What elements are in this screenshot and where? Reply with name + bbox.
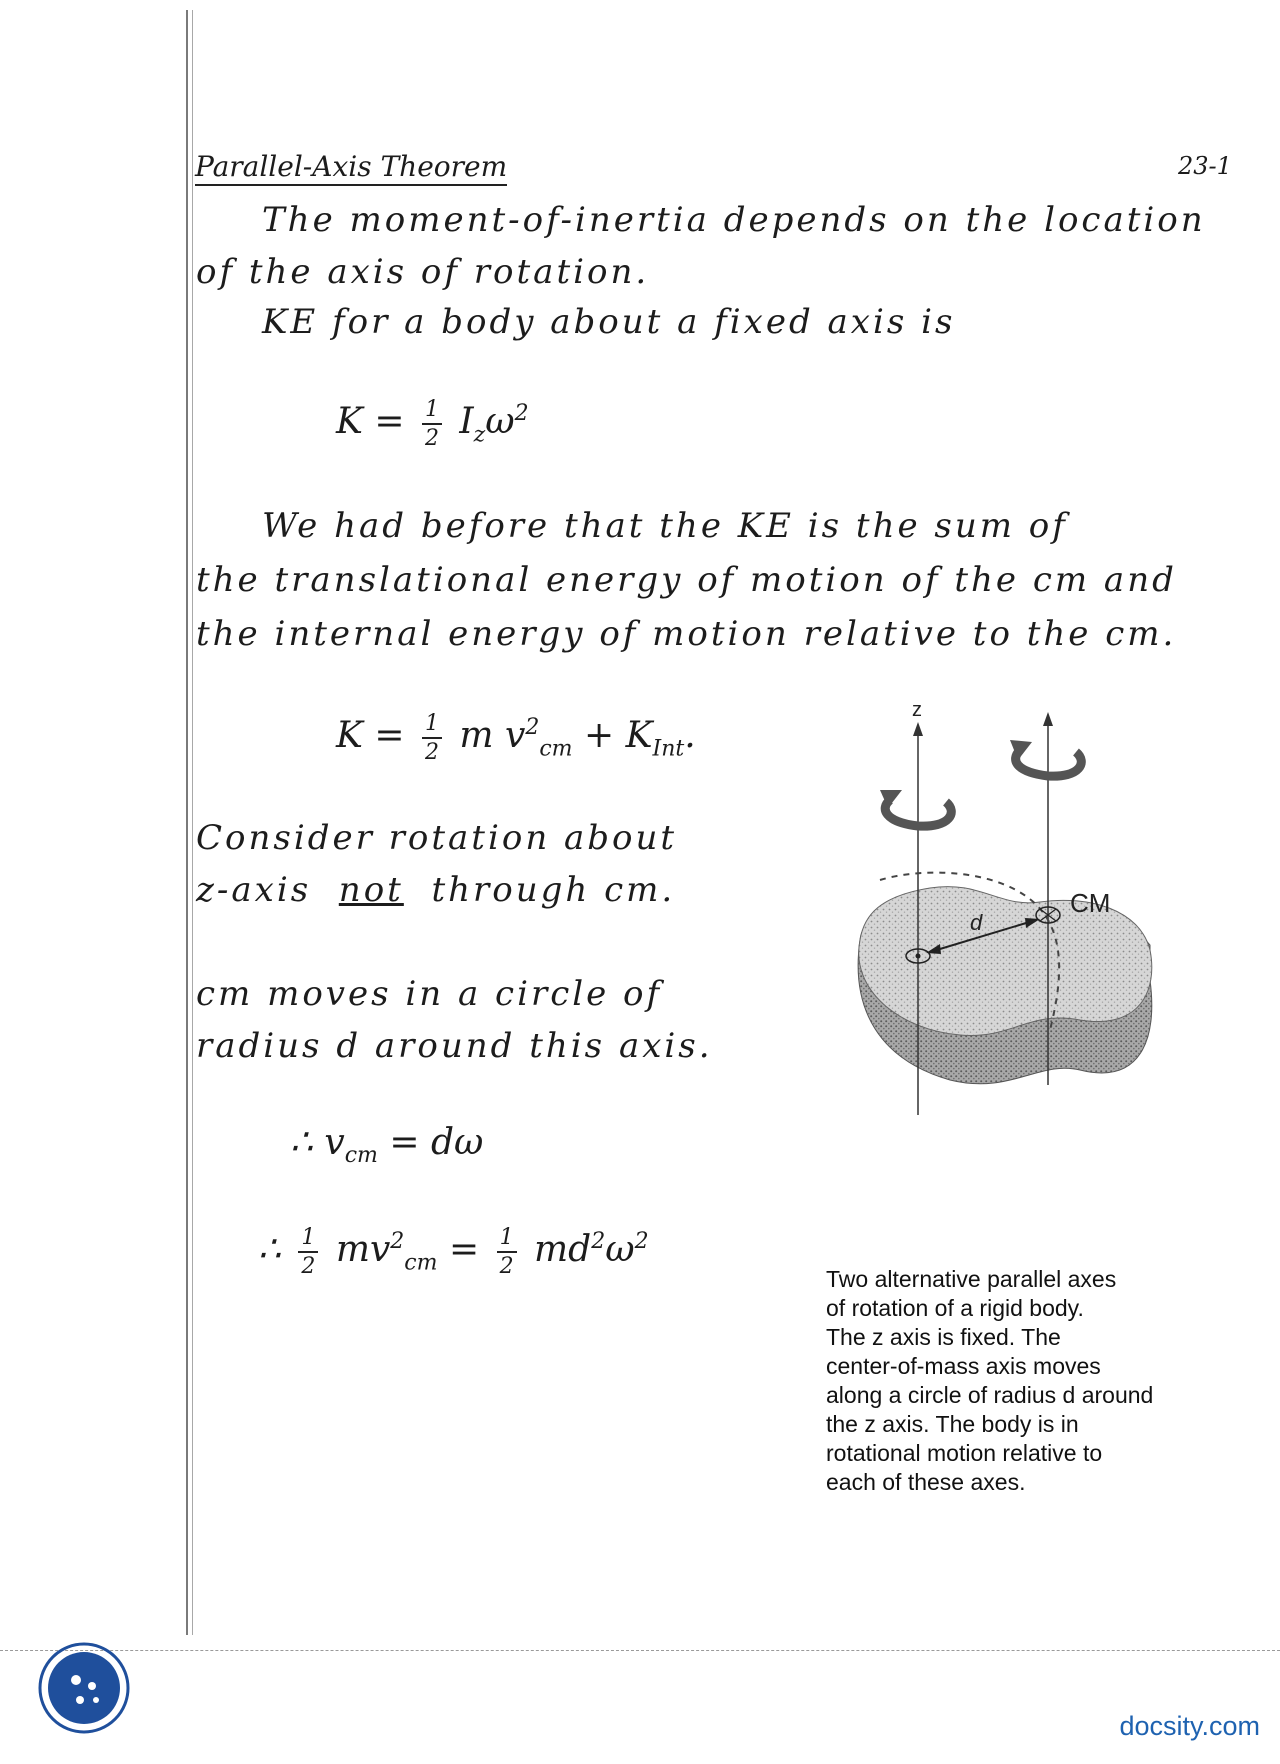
text-line: We had before that the KE is the sum of — [262, 506, 1068, 546]
caption-line: the z axis. The body is in — [826, 1411, 1079, 1437]
equation-vcm: ∴ $v_{cm} = d\omega$ — [290, 1122, 484, 1169]
caption-line: of rotation of a rigid body. — [826, 1295, 1084, 1321]
figure-caption — [826, 1265, 1246, 1497]
d-label: d — [970, 910, 983, 935]
text-line: of the axis of rotation. — [196, 252, 650, 292]
fraction-half: $\frac{1}{2}$ — [422, 712, 442, 764]
page-title: Parallel-Axis Theorem — [195, 150, 507, 186]
text-line: cm moves in a circle of — [196, 974, 663, 1014]
text-line: Consider rotation about — [196, 818, 678, 858]
caption-line: along a circle of radius d around — [826, 1382, 1154, 1408]
equation-ke-total: K = $\frac{1}{2}$ m $v^2_{cm} + K_{Int}$. — [336, 711, 696, 766]
equation-ke-cm: ∴ $\frac{1}{2}$ $mv^2_{cm}$ = $\frac{1}{2}$ $md^2\omega^2$ — [258, 1225, 649, 1280]
brand-link[interactable]: docsity.com — [1119, 1711, 1260, 1741]
equation-ke-rotation: K = $\frac{1}{2}$ $I_z\omega^2$ — [336, 397, 529, 452]
page-number: 23-1 — [1178, 152, 1232, 180]
cm-label: CM — [1070, 888, 1111, 918]
emphasis-not: not — [338, 870, 404, 910]
caption-line: each of these axes. — [826, 1469, 1026, 1495]
caption-line: The z axis is fixed. The — [826, 1324, 1061, 1350]
docsity-logo-icon[interactable] — [36, 1640, 132, 1736]
caption-line: center-of-mass axis moves — [826, 1353, 1101, 1379]
text-line: The moment-of-inertia depends on the location — [262, 200, 1206, 240]
text-line: the internal energy of motion relative to the cm. — [196, 614, 1177, 654]
caption-line: Two alternative parallel axes — [826, 1266, 1117, 1292]
rigid-body-figure — [840, 699, 1170, 1220]
margin-line — [186, 10, 188, 1635]
text-line: radius d around this axis. — [196, 1026, 713, 1066]
fraction-half: $\frac{1}{2}$ — [298, 1226, 318, 1278]
footer-rule — [0, 1650, 1280, 1651]
fraction-half: $\frac{1}{2}$ — [422, 398, 442, 450]
z-axis-arrowhead — [913, 722, 923, 736]
fraction-half: $\frac{1}{2}$ — [497, 1226, 517, 1278]
cm-axis-arrowhead — [1043, 712, 1053, 726]
margin-line-secondary — [192, 10, 193, 1635]
text-line: z-axis not through cm. — [196, 870, 676, 910]
caption-line: rotational motion relative to — [826, 1440, 1103, 1466]
text-line: KE for a body about a fixed axis is — [262, 302, 956, 342]
text-line: the translational energy of motion of the cm and — [196, 560, 1177, 600]
z-axis-label: z — [912, 699, 922, 721]
